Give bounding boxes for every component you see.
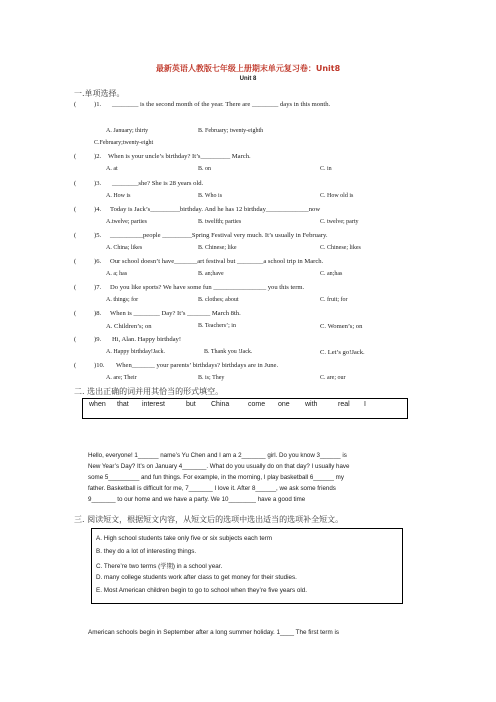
- question-paren: (: [74, 180, 77, 187]
- option-b: B. twelfth; parties: [198, 219, 242, 225]
- option-item: B. they do a lot of interesting things.: [96, 548, 197, 555]
- question-stem: When_______ your parents’ birthdays? birthdays are in June.: [116, 362, 279, 369]
- option-b: B. is; They: [198, 375, 225, 381]
- question-paren: (: [74, 258, 77, 265]
- question-number: )6.: [94, 258, 102, 265]
- option-c: C. fruit; for: [320, 297, 348, 303]
- option-c: C.February;twenty-eight: [94, 140, 154, 146]
- word-bank-item: with: [305, 401, 318, 408]
- option-a: A. Children’s; on: [106, 323, 152, 330]
- option-a: A. How is: [106, 193, 131, 199]
- passage-2-line: American schools begin in September after a long summer holiday. 1____ The first term is: [88, 629, 340, 636]
- option-b: B. Who is: [198, 193, 223, 199]
- question-number: )4.: [94, 206, 102, 213]
- question-stem: When is ________ Day? It’s _______ March 8th.: [110, 310, 241, 317]
- passage-1: [88, 451, 405, 506]
- options-box: [91, 528, 403, 604]
- option-b: B. Teachers’; in: [198, 323, 236, 329]
- word-bank-item: come: [248, 401, 266, 408]
- option-a: A. at: [106, 166, 118, 172]
- question-number: )10.: [94, 362, 105, 369]
- question-stem: ________she? She is 28 years old.: [112, 180, 204, 187]
- option-a: A. things; for: [106, 297, 139, 303]
- word-bank-item: China: [211, 401, 230, 408]
- option-c: C. Let’s go!Jack.: [320, 349, 365, 356]
- page-title: 最新英语人教版七年级上册期末单元复习卷：Unit8: [155, 64, 341, 73]
- option-a: A. China; likes: [106, 245, 143, 251]
- question-paren: (: [74, 232, 77, 239]
- question-paren: (: [74, 284, 77, 291]
- option-a: A. January; thirty: [106, 128, 149, 134]
- question-stem: When is your uncle’s birthday? It’s_________ March.: [108, 153, 251, 160]
- option-b: B. February; twenty-eighth: [198, 128, 264, 134]
- word-bank-item: real: [338, 401, 350, 408]
- word-bank-item: I: [364, 401, 366, 408]
- word-bank-item: interest: [142, 401, 165, 408]
- question-number: )1.: [94, 101, 102, 108]
- question-paren: (: [74, 362, 77, 369]
- option-item: A. High school students take only five or six subjects each term: [96, 535, 273, 542]
- option-b: B. on: [198, 166, 212, 172]
- question-stem: Today is Jack’s_________birthday. And he has 12 birthday_____________now: [110, 206, 321, 213]
- word-bank: [82, 398, 408, 419]
- question-stem: Hi, Alan. Happy birthday!: [112, 336, 182, 343]
- question-number: )3.: [94, 180, 102, 187]
- question-stem: Do you like sports? We have some fun ________________ you this term.: [110, 284, 305, 291]
- word-bank-item: but: [186, 401, 196, 408]
- option-item: E. Most American children begin to go to school when they’re five years old.: [96, 587, 308, 594]
- section-2-heading: 二. 选出正确的词并用其恰当的形式填空。: [74, 387, 224, 396]
- section-3-heading: 三. 阅读短文，根据短文内容，从短文后的选项中选出适当的选项补全短文。: [74, 515, 344, 524]
- question-number: )5.: [94, 232, 102, 239]
- passage-line: Hello, everyone! 1______ name’s Yu Chen and I am a 2_______ girl. Do you know 3______ is: [88, 452, 347, 459]
- word-bank-item: that: [117, 401, 129, 408]
- passage-line: father. Basketball is difficult for me, 7_______ I love it. After 8______, we ask some friends: [88, 484, 336, 492]
- passage-line: New Year’s Day? It’s on January 4_______. What do you usually do on that day? I usually have: [88, 462, 350, 470]
- option-b: B. Thank you !Jack.: [204, 349, 253, 355]
- word-bank-item: one: [278, 401, 290, 408]
- question-number: )2.: [94, 153, 102, 160]
- option-a: A. are; Their: [106, 375, 137, 381]
- question-paren: (: [74, 206, 77, 213]
- option-c: C. twelve; party: [320, 219, 359, 225]
- option-c: C. are; our: [320, 375, 346, 381]
- question-stem: Our school doesn’t have_______art festival but ________a school trip in March.: [110, 258, 324, 265]
- question-number: )9.: [94, 336, 102, 343]
- question-number: )8.: [94, 310, 102, 317]
- passage-line: 9_______ to our home and we have a party. We 10________ have a good time: [88, 495, 306, 503]
- option-c: C. an;has: [320, 271, 343, 277]
- question-paren: (: [74, 310, 77, 317]
- option-item: C. There’re two terms (学期) in a school year.: [96, 563, 223, 570]
- word-bank-item: when: [89, 401, 106, 408]
- question-stem: __________people _________Spring Festival very much. It’s usually in February.: [110, 232, 328, 239]
- option-a: A. a; has: [106, 271, 128, 277]
- passage-line: some 5_________ and fun things. For example, in the morning, I play basketball 6______ my: [88, 473, 344, 481]
- option-a: A.twelve; parties: [106, 219, 147, 225]
- option-b: B. Chinese; like: [198, 245, 237, 251]
- question-stem: ________ is the second month of the year. There are ________ days in this month.: [112, 101, 331, 108]
- option-b: B. clothes; about: [198, 297, 239, 303]
- option-b: B. an;have: [198, 271, 224, 277]
- option-c: C. Chinese; likes: [320, 245, 361, 251]
- option-c: C. Women’s; on: [320, 323, 363, 330]
- section-1-heading: 一.单项选择。: [74, 89, 125, 98]
- option-c: C. How old is: [320, 193, 354, 199]
- option-item: D. many college students work after class to get money for their studies.: [96, 574, 297, 581]
- option-c: C. in: [320, 166, 332, 172]
- question-number: )7.: [94, 284, 102, 291]
- unit-heading: Unit 8: [239, 76, 257, 82]
- option-a: A. Happy birthday!Jack.: [106, 349, 165, 355]
- question-paren: (: [74, 101, 77, 108]
- question-paren: (: [74, 153, 77, 160]
- question-paren: (: [74, 336, 77, 343]
